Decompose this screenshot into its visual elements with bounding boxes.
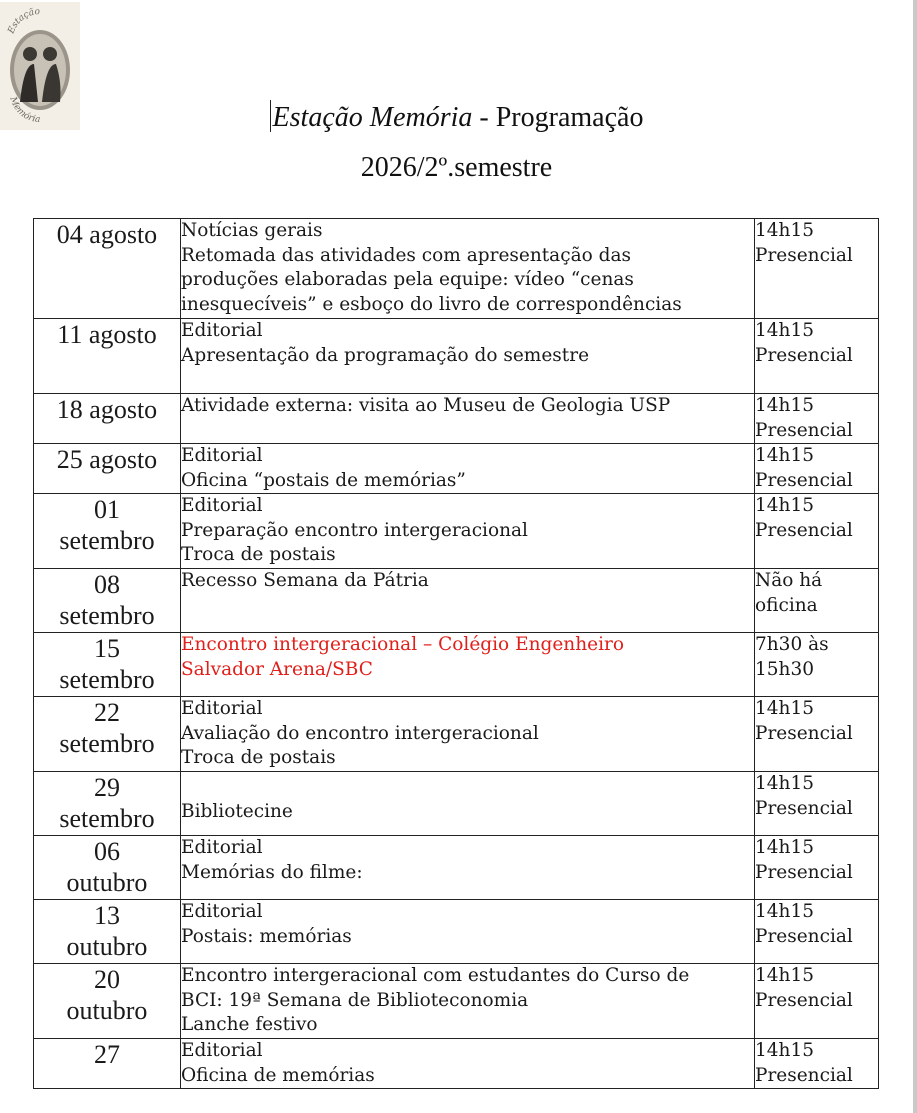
schedule-description [181,494,755,569]
time-line: Presencial [755,519,853,541]
time-line: 14h15 [755,495,814,516]
date-line: outubro [66,932,148,961]
schedule-date [34,633,181,697]
description-line: Editorial [181,901,263,922]
schedule-row [34,633,879,697]
description-line: produções elaboradas pela equipe: vídeo “cenas [181,269,634,290]
description-line: Bibliotecine [181,801,293,822]
time-line: Presencial [755,925,853,947]
date-line: 20 [94,965,120,994]
page-edge [913,0,917,1113]
date-line: 22 [94,698,120,727]
time-line: 14h15 [755,773,814,794]
time-line: Presencial [755,989,853,1011]
date-line: outubro [66,868,148,897]
schedule-row [34,444,879,494]
schedule-time [755,633,879,697]
time-line: 14h15 [755,320,814,341]
description-line: Encontro intergeracional com estudantes do Curso de [181,965,690,986]
schedule-description [181,319,755,394]
time-line: 14h15 [755,220,814,241]
time-line: 7h30 às [755,634,829,655]
schedule-time [755,900,879,964]
date-line: 15 [94,634,120,663]
description-line: Preparação encontro intergeracional [181,519,528,541]
time-line: 14h15 [755,395,814,416]
schedule-time [755,569,879,633]
description-line: Salvador Arena/SBC [181,658,373,680]
schedule-row [34,569,879,633]
time-line: 14h15 [755,965,814,986]
schedule-date [34,569,181,633]
time-line: 15h30 [755,658,814,680]
schedule-description [181,394,755,444]
description-line: Encontro intergeracional – Colégio Engenheiro [181,634,624,655]
description-line: Memórias do filme: [181,861,363,883]
schedule-row [34,394,879,444]
schedule-time [755,772,879,836]
time-line: Presencial [755,861,853,883]
time-line: Presencial [755,469,853,491]
description-line: Editorial [181,495,263,516]
date-line: 29 [94,773,120,802]
date-line: 13 [94,901,120,930]
schedule-date [34,900,181,964]
schedule-date [34,219,181,319]
schedule-description [181,444,755,494]
date-line: setembro [59,665,155,694]
schedule-time [755,836,879,900]
description-line: Editorial [181,445,263,466]
schedule-time [755,697,879,772]
date-line: setembro [59,804,155,833]
description-line: Retomada das atividades com apresentação das [181,244,631,266]
time-line: 14h15 [755,837,814,858]
schedule-description [181,633,755,697]
schedule-date [34,1039,181,1089]
date-line: 11 agosto [57,320,157,349]
schedule-date [34,444,181,494]
time-line: 14h15 [755,445,814,466]
date-line: 08 [94,570,120,599]
description-line: Recesso Semana da Pátria [181,570,429,591]
schedule-row [34,772,879,836]
description-line: Avaliação do encontro intergeracional [181,722,539,744]
time-line: Presencial [755,1064,853,1086]
text-cursor [270,100,271,132]
schedule-description [181,1039,755,1089]
description-line: Troca de postais [181,747,336,768]
time-line: 14h15 [755,698,814,719]
time-line: Presencial [755,797,853,819]
schedule-date [34,494,181,569]
page-subtitle: 2026/2º.semestre [360,152,553,183]
schedule-time [755,1039,879,1089]
schedule-time [755,394,879,444]
schedule-description [181,900,755,964]
schedule-table [33,218,879,1089]
description-line: Apresentação da programação do semestre [181,344,590,366]
schedule-time [755,319,879,394]
schedule-time [755,219,879,319]
description-line: Postais: memórias [181,925,352,947]
time-line: Presencial [755,419,853,441]
date-line: 25 agosto [56,445,158,474]
schedule-time [755,964,879,1039]
description-line: inesquecíveis” e esboço do livro de correspondências [181,293,682,315]
time-line: 14h15 [755,901,814,922]
schedule-time [755,494,879,569]
date-line: setembro [59,729,155,758]
description-line: Atividade externa: visita ao Museu de Geologia USP [181,395,671,416]
description-line: Oficina “postais de memórias” [181,469,466,491]
schedule-date [34,772,181,836]
date-line: setembro [59,601,155,630]
schedule-date [34,964,181,1039]
date-line: outubro [66,996,148,1025]
description-line: Notícias gerais [181,220,323,241]
schedule-description [181,219,755,319]
date-line: 27 [94,1040,120,1069]
schedule-row [34,219,879,319]
schedule-row [34,964,879,1039]
schedule-row [34,900,879,964]
date-line: 06 [94,837,120,866]
schedule-date [34,319,181,394]
schedule-date [34,836,181,900]
schedule-description [181,569,755,633]
date-line: setembro [59,526,155,555]
time-line: oficina [755,594,818,616]
description-line: Editorial [181,837,263,858]
title-rest: - Programação [472,102,644,133]
schedule-description [181,836,755,900]
schedule-row [34,836,879,900]
schedule-date [34,394,181,444]
time-line: Presencial [755,722,853,744]
schedule-time [755,444,879,494]
description-line: BCI: 19ª Semana de Biblioteconomia [181,989,529,1011]
title-italic: Estação Memória [272,102,473,133]
svg-text:Estação: Estação [6,6,41,36]
schedule-row [34,494,879,569]
description-line: Troca de postais [181,544,336,565]
description-line: Editorial [181,320,263,341]
page-title [0,100,913,134]
svg-text:Memória: Memória [7,95,41,126]
schedule-row [34,697,879,772]
schedule-description [181,964,755,1039]
date-line: 18 agosto [56,395,158,424]
time-line: Presencial [755,344,853,366]
time-line: Presencial [755,244,853,266]
schedule-description [181,772,755,836]
date-line: 01 [94,495,120,524]
description-line: Editorial [181,698,263,719]
schedule-description [181,697,755,772]
schedule-row [34,319,879,394]
description-line: Oficina de memórias [181,1064,375,1086]
time-line: Não há [755,570,823,591]
schedule-row [34,1039,879,1089]
description-line: Editorial [181,1040,263,1061]
time-line: 14h15 [755,1040,814,1061]
date-line: 04 agosto [56,220,158,249]
description-line: Lanche festivo [181,1014,318,1035]
schedule-date [34,697,181,772]
